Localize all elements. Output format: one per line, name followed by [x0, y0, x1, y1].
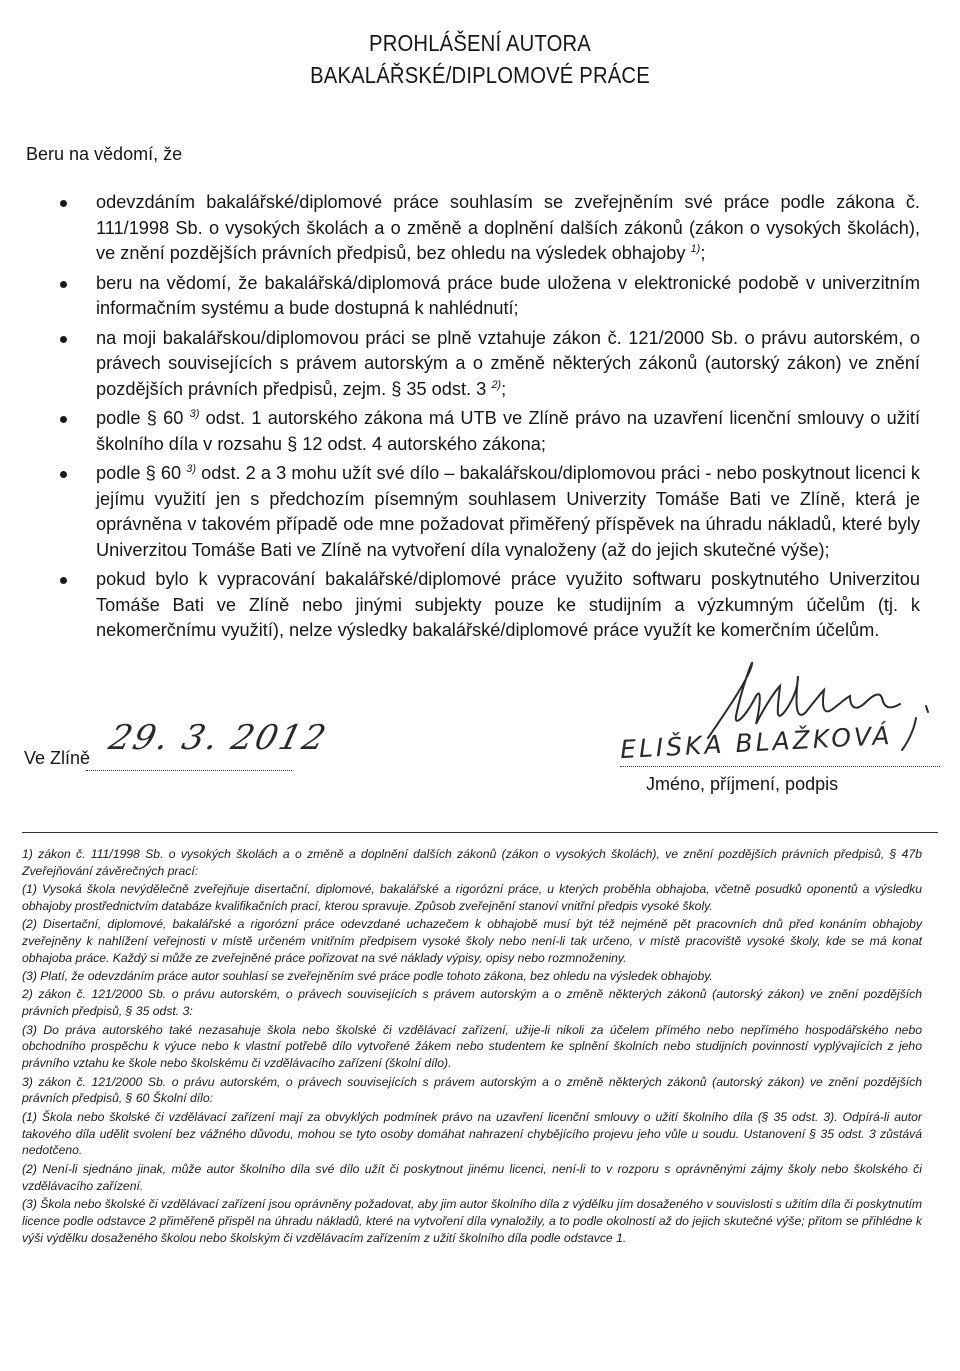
- declaration-item-1: odevzdáním bakalářské/diplomové práce souhlasím se zveřejněním své práce podle zákona č. 111/1998 Sb. o vysokých školách a o změně a doplnění dalších zákonů (zákon o vysokých školách), ve znění pozdějších právních předpisů, bez ohledu na výsledek obhajoby $^{1)}$;: [56, 190, 920, 267]
- footnote-ref: 3): [189, 407, 200, 420]
- declaration-item-2: beru na vědomí, že bakalářská/diplomová práce bude uložena v elektronické podobě v univerzitním informačním systému a bude dostupná k nahlédnutí;: [56, 271, 920, 322]
- declaration-item-5: podle § 60 $^{3)}$ odst. 2 a 3 mohu užít své dílo – bakalářskou/diplomovou práci - nebo poskytnout licenci k jejímu využití jen s předchozím písemným souhlasem Univerzity Tomáše Bati ve Zlíně, která je oprávněna v takovém případě ode mne požadovat přiměřený příspěvek na úhradu nákladů, které byly Univerzitou Tomáše Bati ve Zlíně na vytvoření díla vynaloženy (až do jejich skutečné výše);: [56, 461, 920, 563]
- declaration-item-3: na moji bakalářskou/diplomovou práci se plně vztahuje zákon č. 121/2000 Sb. o právu autorském, o právech souvisejících s právem autorským a o změně některých zákonů (autorský zákon) ve znění pozdějších právních předpisů, zejm. § 35 odst. 3 $^{2)}$;: [56, 326, 920, 403]
- declaration-list: [56, 190, 920, 648]
- signature-line: [620, 766, 940, 767]
- footnote-1: 1) zákon č. 111/1998 Sb. o vysokých školách a o změně a doplnění dalších zákonů (zákon o vysokých školách), ve znění pozdějších právních předpisů, § 47b Zveřejňování závěrečných prací:: [22, 847, 922, 878]
- footnote-1-par-1: (1) Vysoká škola nevýdělečně zveřejňuje disertační, diplomové, bakalářské a rigorózní práce, u kterých proběhla obhajoba, včetně posudků oponentů a výsledku obhajoby prostřednictvím databáze kvalifikačních prací, kterou spravuje. Způsob zveřejnění stanoví vnitřní předpis vysoké školy.: [22, 882, 922, 914]
- footnote-3-par-3: (3) Škola nebo školské či vzdělávací zařízení jsou oprávněny požadovat, aby jim autor školního díla z výdělku jím dosaženého v souvislosti s užitím díla či poskytnutím licence podle odstavce 2 přiměřeně přispěl na úhradu nákladů, které na vytvoření díla vynaložily, a to podle okolností až do jejich skutečné výše; přitom se přihlédne k výši výdělku dosaženého školou nebo školským či vzdělávacím zařízením z užití školního díla podle odstavce 1.: [22, 1196, 922, 1245]
- footnote-ref: 3): [186, 462, 196, 475]
- footnote-ref: 2): [491, 378, 502, 391]
- footnote-2-par-3: (3) Do práva autorského také nezasahuje škola nebo školské či vzdělávací zařízení, užije-li nikoli za účelem přímého nebo nepřímého hospodářského nebo obchodního prospěchu k výuce nebo k vlastní potřebě dílo vytvořené žákem nebo studentem ke splnění školních nebo studijních povinností vyplývajících z jeho právního vztahu ke škole nebo školskému či vzdělávacího zařízení (školní dílo).: [22, 1022, 922, 1071]
- handwritten-date: 29. 3. 2012: [105, 718, 332, 758]
- footnote-1-par-2: (2) Disertační, diplomové, bakalářské a rigorózní práce odevzdané uchazečem k obhajobě musí být též nejméně pět pracovních dnů před konáním obhajoby zveřejněny k nahlížení veřejnosti v místě určeném vnitřním předpisem vysoké školy nebo není-li tak určeno, v místě pracoviště vysoké školy, kde se má konat obhajoba práce. Každý si může ze zveřejněné práce pořizovat na své náklady výpisy, opisy nebo rozmnoženiny.: [22, 917, 922, 966]
- document-title-line1: PROHLÁŠENÍ AUTORA: [369, 30, 591, 56]
- signature-block: [0, 640, 960, 820]
- footnote-divider: [22, 832, 938, 833]
- declaration-item-6: pokud bylo k vypracování bakalářské/diplomové práce využito softwaru poskytnutého Univerzitou Tomáše Bati ve Zlíně nebo jinými subjekty pouze ke studijním a výzkumným účelům (tj. k nekomerčnímu využití), nelze výsledky bakalářské/diplomové práce využít ke komerčním účelům.: [56, 567, 920, 644]
- place-label: Ve Zlíně: [24, 748, 91, 768]
- footnote-1-par-3: (3) Platí, že odevzdáním práce autor souhlasí se zveřejněním své práce podle tohoto zákona, bez ohledu na výsledek obhajoby.: [22, 969, 713, 984]
- intro-text: Beru na vědomí, že: [26, 144, 183, 164]
- footnote-2: 2) zákon č. 121/2000 Sb. o právu autorském, o právech souvisejících s právem autorským a o změně některých zákonů (autorský zákon) ve znění pozdějších právních předpisů, § 35 odst. 3:: [22, 987, 922, 1019]
- handwritten-name: ELIŠKA BLAŽKOVÁ: [619, 720, 894, 765]
- footnote-3-par-1: (1) Škola nebo školské či vzdělávací zařízení mají za obvyklých podmínek právo na uzavření licenční smlouvy o užití školního díla (§ 35 odst. 3). Odpírá-li autor takového díla udělit svolení bez vážného důvodu, mohou se tyto osoby domáhat nahrazení chybějícího projevu jeho vůle u soudu. Ustanovení § 35 odst. 3 zůstává nedotčeno.: [22, 1109, 922, 1158]
- document-title-line2: BAKALÁŘSKÉ/DIPLOMOVÉ PRÁCE: [310, 62, 650, 88]
- footnote-3-par-2: (2) Není-li sjednáno jinak, může autor školního díla své dílo užít či poskytnout jinému licenci, není-li to v rozporu s oprávněnými zájmy školy nebo školského či vzdělávacího zařízení.: [22, 1161, 922, 1193]
- footnote-ref: 1): [690, 242, 701, 255]
- footnotes: [22, 846, 922, 1248]
- signature-caption: Jméno, příjmení, podpis: [646, 774, 839, 794]
- footnote-3: 3) zákon č. 121/2000 Sb. o právu autorském, o právech souvisejících s právem autorským a o změně některých zákonů (autorský zákon) ve znění pozdějších právních předpisů, § 60 Školní dílo:: [22, 1074, 922, 1106]
- declaration-item-4: podle § 60 $^{3)}$ odst. 1 autorského zákona má UTB ve Zlíně právo na uzavření licenční smlouvy o užití školního díla v rozsahu § 12 odst. 4 autorského zákona;: [56, 406, 920, 457]
